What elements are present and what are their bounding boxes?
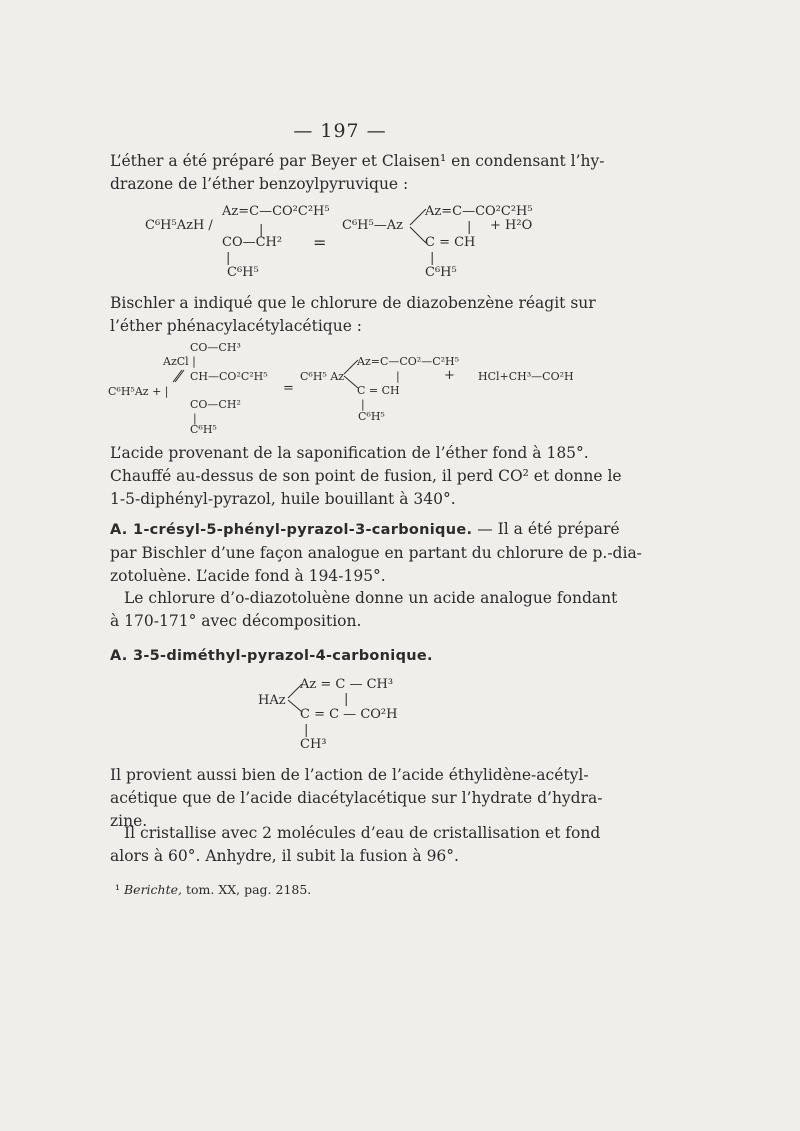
text-line: Le chlorure d’o-diazotoluène donne un acide analogue fondant [124, 589, 618, 607]
text-line: Bischler a indiqué que le chlorure de diazobenzène réagit sur [110, 294, 596, 312]
formula-text: CH³ [300, 737, 327, 752]
formula-text: HCl+CH³—CO²H [478, 370, 574, 383]
formula-text: Az=C—CO²—C²H⁵ [357, 355, 460, 368]
footnote [115, 882, 311, 897]
paragraph-crystallization [110, 822, 601, 868]
formula-text: AzCl | [163, 355, 196, 368]
formula-text: | [304, 723, 309, 738]
paragraph-intro [110, 150, 605, 196]
formula-text: C⁶H⁵ [358, 410, 385, 423]
text-line: Il cristallise avec 2 molécules d’eau de cristallisation et fond [124, 824, 601, 842]
formula-text: | [259, 223, 264, 238]
section-dimethyl [110, 645, 584, 668]
formula-text: | [344, 692, 349, 707]
formula-text: HAz [258, 693, 286, 708]
footnote-reference: tom. XX, pag. 2185. [186, 882, 312, 897]
paragraph-diazotoluene [110, 587, 618, 633]
formula-text: C⁶H⁵ [190, 423, 217, 436]
text-line: l’éther phénacylacétylacétique : [110, 317, 363, 335]
formula-text: | [361, 398, 365, 411]
formula-text: | [396, 370, 400, 383]
formula-text: CH—CO²C²H⁵ [190, 370, 268, 383]
section-heading: A. 1-crésyl-5-phényl-pyrazol-3-carbonique. [110, 522, 473, 538]
equals-sign: = [313, 233, 327, 252]
footnote-mark: ¹ [115, 882, 121, 897]
section-heading: A. 3-5-diméthyl-pyrazol-4-carbonique. [110, 648, 433, 664]
formula-text: C⁶H⁵AzH / [145, 218, 213, 233]
text-line: — Il a été préparé [472, 520, 620, 538]
formula-text: | [430, 251, 435, 266]
paragraph-saponification [110, 442, 622, 511]
formula-text: | [467, 220, 472, 235]
formula-text: C⁶H⁵ [227, 265, 259, 280]
footnote-source: Berichte, [124, 882, 183, 897]
text-line: L’acide provenant de la saponification de l’éther fond à 185°. [110, 444, 589, 462]
formula-text: Az=C—CO²C²H⁵ [222, 204, 330, 219]
formula-text: | [226, 251, 231, 266]
formula-text: C = C — CO²H [300, 707, 398, 722]
text-line: par Bischler d’une façon analogue en partant du chlorure de p.-dia- [110, 544, 642, 562]
formula-text: C = CH [425, 235, 476, 250]
text-line: zotoluène. L’acide fond à 194-195°. [110, 567, 386, 585]
formula-text: + H²O [490, 218, 533, 233]
equals-sign: = [283, 381, 294, 396]
text-line: acétique que de l’acide diacétylacétique sur l’hydrate d’hydra- [110, 789, 603, 807]
formula-text: CO—CH² [222, 235, 283, 250]
page-number: — 197 — [293, 120, 387, 142]
formula-text: + [444, 368, 455, 383]
text-line: zine. [110, 812, 148, 830]
formula-text: C⁶H⁵—Az [342, 218, 403, 233]
text-line: Chauffé au-dessus de son point de fusion, il perd CO² et donne le [110, 467, 622, 485]
formula-text: Az = C — CH³ [300, 677, 394, 692]
formula-text: C⁶H⁵Az + | [108, 385, 169, 398]
formula-text: C⁶H⁵ [425, 265, 457, 280]
text-line: Il provient aussi bien de l’action de l’acide éthylidène-acétyl- [110, 766, 589, 784]
formula-text: C⁶H⁵ Az [300, 370, 345, 383]
text-line: 1-5-diphényl-pyrazol, huile bouillant à 340°. [110, 490, 456, 508]
paragraph-bischler [110, 292, 596, 338]
formula-text: CO—CH³ [190, 341, 241, 354]
text-line: drazone de l’éther benzoylpyruvique : [110, 175, 409, 193]
text-line: L’éther a été préparé par Beyer et Claisen¹ en condensant l’hy- [110, 152, 605, 170]
formula-text: Az=C—CO²C²H⁵ [425, 204, 533, 219]
formula-text: C = CH [357, 384, 400, 397]
paragraph-cresyl [110, 518, 642, 588]
bond-lines [172, 368, 186, 384]
formula-text: | [193, 412, 197, 425]
formula-text: CO—CH² [190, 398, 241, 411]
text-line: à 170-171° avec décomposition. [110, 612, 362, 630]
text-line: alors à 60°. Anhydre, il subit la fusion à 96°. [110, 847, 459, 865]
